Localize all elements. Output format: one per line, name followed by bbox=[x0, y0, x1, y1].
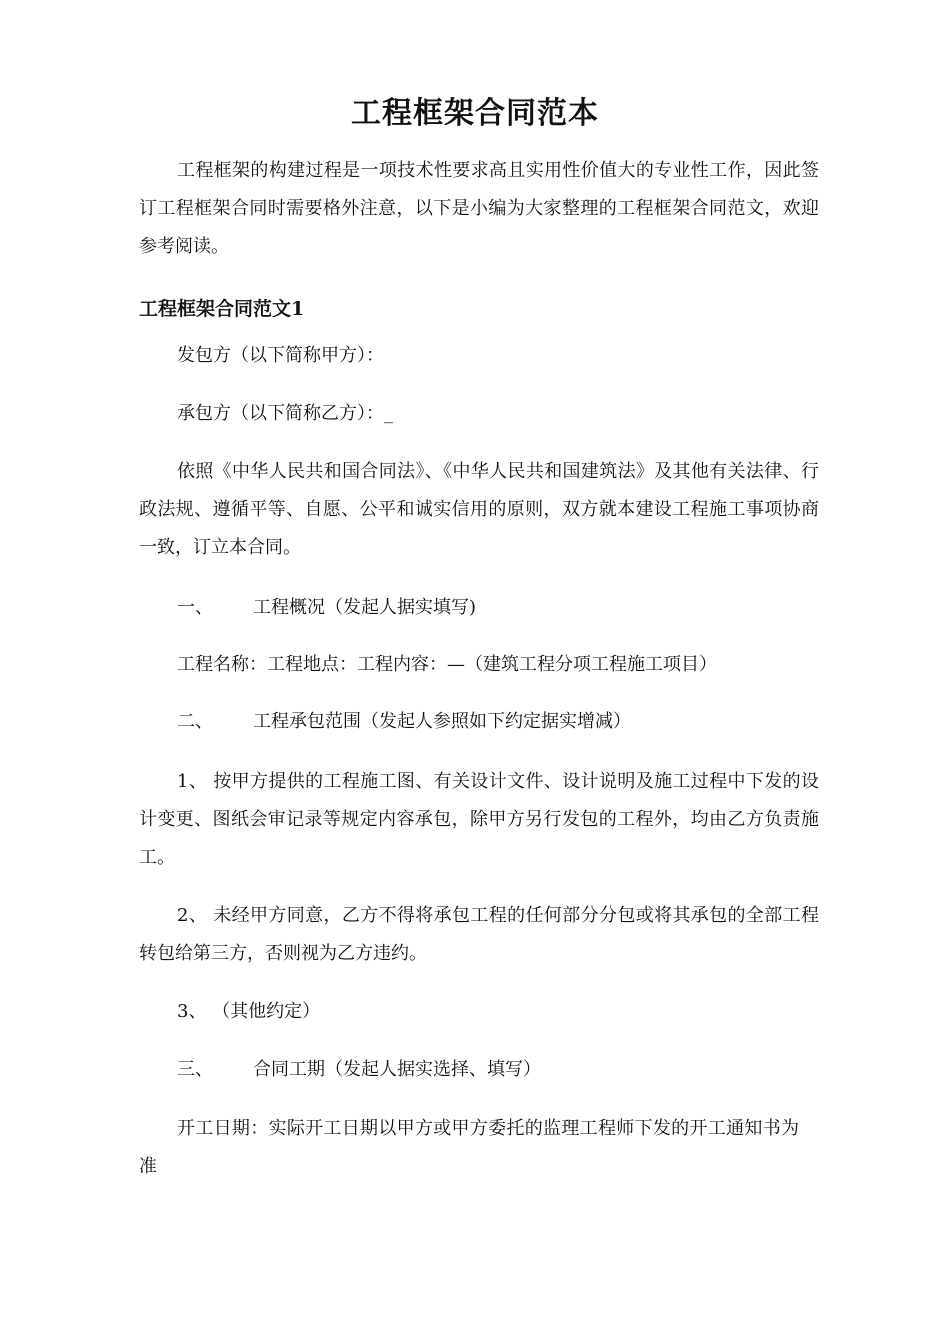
clause-3-title: 合同工期（发起人据实选择、填写） bbox=[253, 1059, 541, 1080]
clause-3-heading bbox=[177, 1051, 541, 1089]
scope-item-1: 1、 按甲方提供的工程施工图、有关设计文件、设计说明及施工过程中下发的设计变更、图纸会审记录等规定内容承包，除甲方另行发包的工程外，均由乙方负责施工。 bbox=[139, 771, 819, 868]
party-b-line: 承包方（以下简称乙方）：_ bbox=[177, 403, 393, 424]
party-a-line: 发包方（以下简称甲方）： bbox=[177, 345, 384, 366]
intro-paragraph: 工程框架的构建过程是一项技术性要求高且实用性价值大的专业性工作，因此签订工程框架合同时需要格外注意，以下是小编为大家整理的工程框架合同范文，欢迎参考阅读。 bbox=[139, 160, 819, 257]
clause-1-heading bbox=[177, 589, 476, 627]
document-title: 工程框架合同范本 bbox=[351, 96, 599, 131]
clause-2-heading bbox=[177, 703, 631, 741]
scope-item-2: 2、 未经甲方同意，乙方不得将承包工程的任何部分分包或将其承包的全部工程转包给第三方，否则视为乙方违约。 bbox=[139, 905, 819, 964]
clause-2-number: 二、 bbox=[177, 711, 213, 732]
scope-item-3: 3、 （其他约定） bbox=[177, 1001, 321, 1022]
section-heading: 工程框架合同范文1 bbox=[139, 298, 305, 320]
start-date-paragraph: 开工日期：实际开工日期以甲方或甲方委托的监理工程师下发的开工通知书为准 bbox=[139, 1118, 799, 1177]
clause-1-title: 工程概况（发起人据实填写) bbox=[253, 597, 477, 618]
project-info-line: 工程名称：工程地点：工程内容：—（建筑工程分项工程施工项目） bbox=[177, 654, 717, 675]
clause-3-number: 三、 bbox=[177, 1059, 213, 1080]
clause-2-title: 工程承包范围（发起人参照如下约定据实增减） bbox=[253, 711, 631, 732]
clause-1-number: 一、 bbox=[177, 597, 213, 618]
basis-paragraph: 依照《中华人民共和国合同法》、《中华人民共和国建筑法》及其他有关法律、行政法规、遵循平等、自愿、公平和诚实信用的原则，双方就本建设工程施工事项协商一致，订立本合同。 bbox=[139, 461, 819, 558]
